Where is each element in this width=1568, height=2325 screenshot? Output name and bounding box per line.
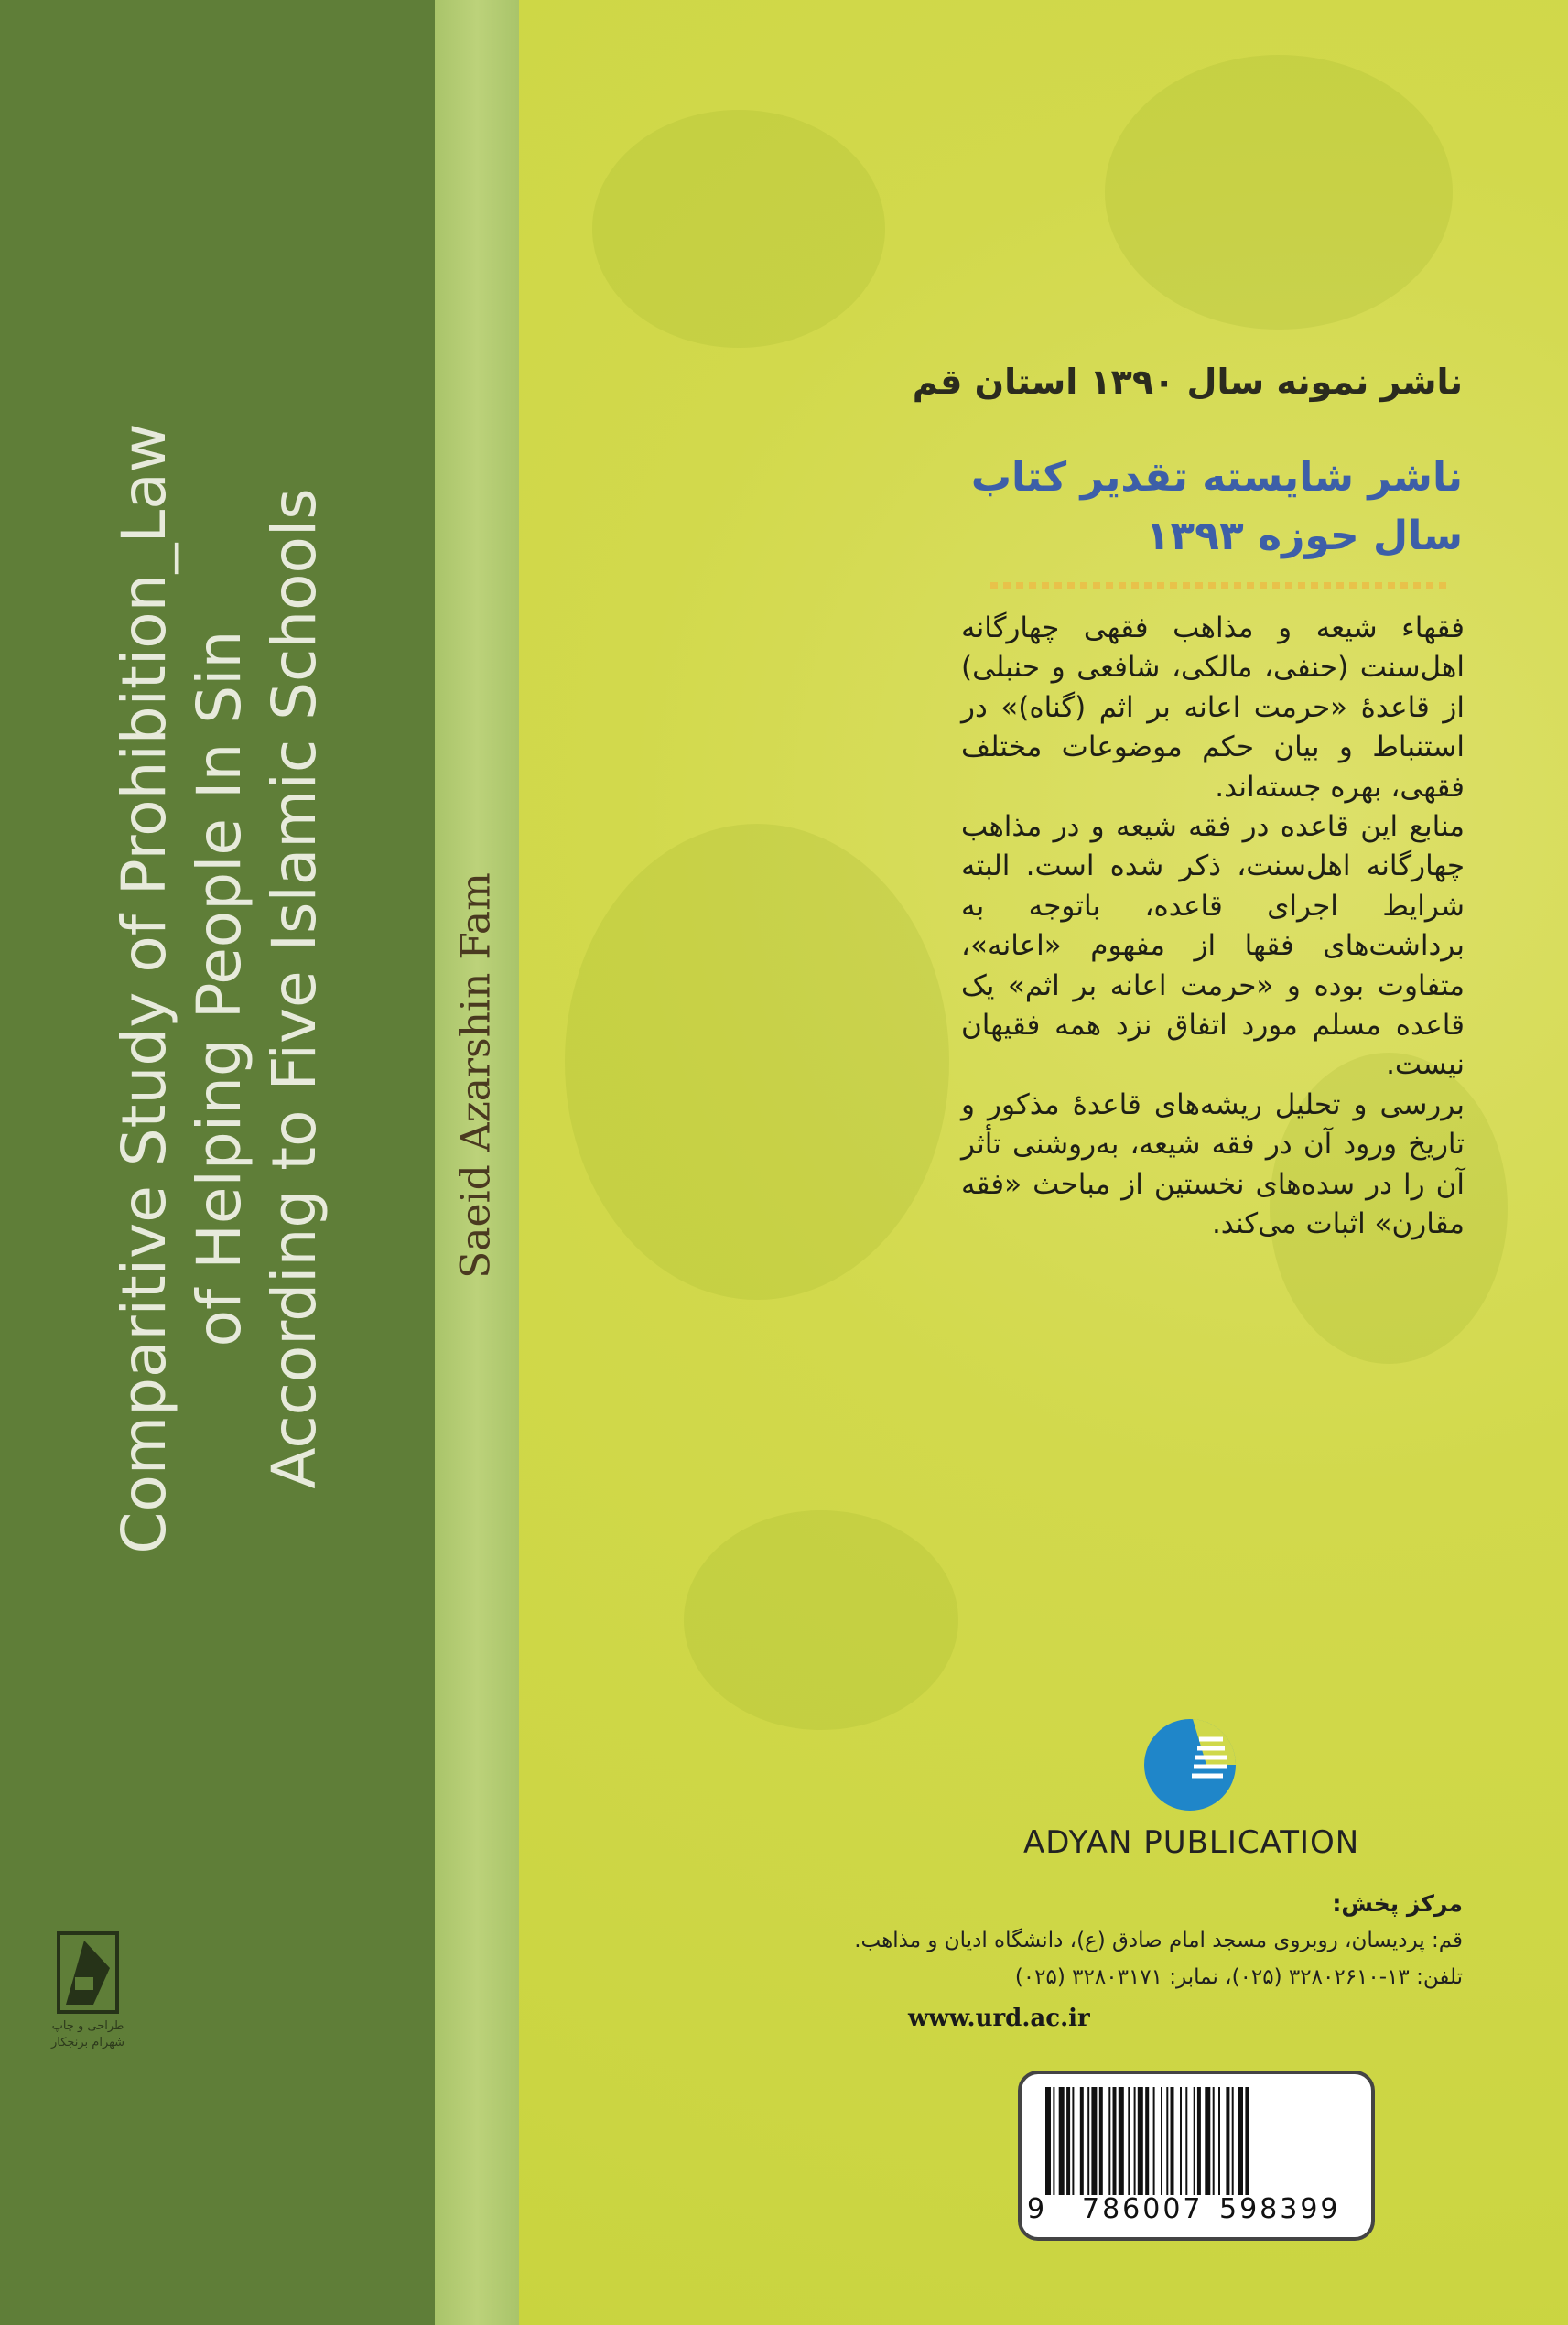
barcode-bar bbox=[1119, 2087, 1124, 2195]
barcode-bar bbox=[1059, 2087, 1065, 2195]
barcode-digit-group-1: 786007 bbox=[1082, 2193, 1204, 2225]
barcode-bar bbox=[1153, 2087, 1155, 2195]
barcode-bar bbox=[1091, 2087, 1097, 2195]
description-paragraph-3: بررسی و تحلیل ریشه‌های قاعدهٔ مذکور و تاریخ ورود آن در فقه شیعه، به‌روشنی تأثر آن را در سده‌های نخستین از مباحث «فقه مقارن» اثبات می‌کند. bbox=[961, 1087, 1465, 1241]
barcode-bar bbox=[1099, 2087, 1103, 2195]
award-line-3: سال حوزه ۱۳۹۳ bbox=[1145, 513, 1463, 559]
barcode-digit-group-2: 598399 bbox=[1219, 2193, 1341, 2225]
barcode-bar bbox=[1226, 2087, 1229, 2195]
adyan-logo-icon bbox=[1142, 1712, 1243, 1812]
barcode-bar bbox=[1108, 2087, 1110, 2195]
barcode-bar bbox=[1205, 2087, 1210, 2195]
barcode-bar bbox=[1232, 2087, 1234, 2195]
barcode-bars bbox=[1044, 2087, 1355, 2195]
barcode-bar bbox=[1171, 2087, 1174, 2195]
distribution-phone: تلفن: ۱۳-۳۲۸۰۲۶۱۰ (۰۲۵)، نمابر: ۳۲۸۰۳۱۷۱ (۰۲۵) bbox=[1014, 1965, 1463, 1989]
spine-author: Saeid Azarshin Fam bbox=[452, 872, 500, 1279]
barcode-bar bbox=[1213, 2087, 1215, 2195]
spine-title-line-1: Comparitive Study of Prohibition_Law bbox=[109, 423, 179, 1554]
award-line-2: ناشر شایسته تقدیر کتاب bbox=[970, 454, 1463, 501]
barcode-bar bbox=[1080, 2087, 1084, 2195]
designer-credit-line-1: طراحی و چاپ bbox=[51, 2019, 124, 2033]
publisher-name: ADYAN PUBLICATION bbox=[1023, 1824, 1360, 1861]
designer-credit-line-2: شهرام برنجکار bbox=[50, 2036, 125, 2049]
website-link[interactable]: www.urd.ac.ir bbox=[908, 2005, 1090, 2032]
barcode-bar bbox=[1197, 2087, 1201, 2195]
designer-credit bbox=[40, 2018, 135, 2051]
distribution-address: قم: پردیسان، روبروی مسجد امام صادق (ع)، دانشگاه ادیان و مذاهب. bbox=[854, 1929, 1463, 1952]
isbn-barcode bbox=[1018, 2071, 1375, 2241]
award-publisher-of-year: ناشر نمونه سال ۱۳۹۰ استان قم bbox=[912, 362, 1463, 402]
description-paragraph-1: فقهاء شیعه و مذاهب فقهی چهارگانه اهل‌سنت (حنفی، مالکی، شافعی و حنبلی) از قاعدهٔ «حرمت اعانه بر اثم (گناه)» در استنباط و بیان حکم موضوعات مختلف فقهی، بهره جسته‌اند. bbox=[961, 611, 1465, 804]
barcode-bar bbox=[1161, 2087, 1162, 2195]
barcode-bar bbox=[1238, 2087, 1243, 2195]
distribution-heading: مرکز پخش: bbox=[1332, 1890, 1463, 1917]
barcode-digit-prefix: 9 bbox=[1027, 2193, 1045, 2225]
barcode-bar bbox=[1138, 2087, 1143, 2195]
barcode-bar bbox=[1145, 2087, 1149, 2195]
barcode-bar bbox=[1185, 2087, 1187, 2195]
barcode-bar bbox=[1053, 2087, 1054, 2195]
spine-title bbox=[107, 211, 332, 1767]
dotted-divider bbox=[990, 582, 1448, 589]
distribution-center bbox=[822, 1886, 1463, 1995]
spine-title-line-3: According to Five Islamic Schools bbox=[259, 488, 330, 1489]
barcode-bar bbox=[1218, 2087, 1220, 2195]
barcode-bar bbox=[1128, 2087, 1130, 2195]
barcode-bar bbox=[1245, 2087, 1249, 2195]
barcode-bar bbox=[1166, 2087, 1168, 2195]
book-description bbox=[961, 609, 1465, 1245]
barcode-bar bbox=[1180, 2087, 1182, 2195]
barcode-bar bbox=[1134, 2087, 1136, 2195]
barcode-bar bbox=[1194, 2087, 1195, 2195]
description-paragraph-2: منابع این قاعده در فقه شیعه و در مذاهب چهارگانه اهل‌سنت، ذکر شده است. البته شرایط اجرای قاعده، باتوجه به برداشت‌های فقها از مفهوم «اعانه»، متفاوت بوده و «حرمت اعانه بر اثم» یک قاعده مسلم مورد اتفاق نزد همه فقیهان نیست. bbox=[961, 810, 1465, 1082]
barcode-bar bbox=[1045, 2087, 1051, 2195]
barcode-bar bbox=[1072, 2087, 1074, 2195]
spine-title-line-2: of Helping People In Sin bbox=[184, 630, 254, 1347]
barcode-bar bbox=[1113, 2087, 1117, 2195]
award-book-of-year bbox=[971, 449, 1463, 566]
barcode-bar bbox=[1066, 2087, 1070, 2195]
barcode-bar bbox=[1087, 2087, 1089, 2195]
designer-logo-icon bbox=[57, 1931, 119, 2014]
